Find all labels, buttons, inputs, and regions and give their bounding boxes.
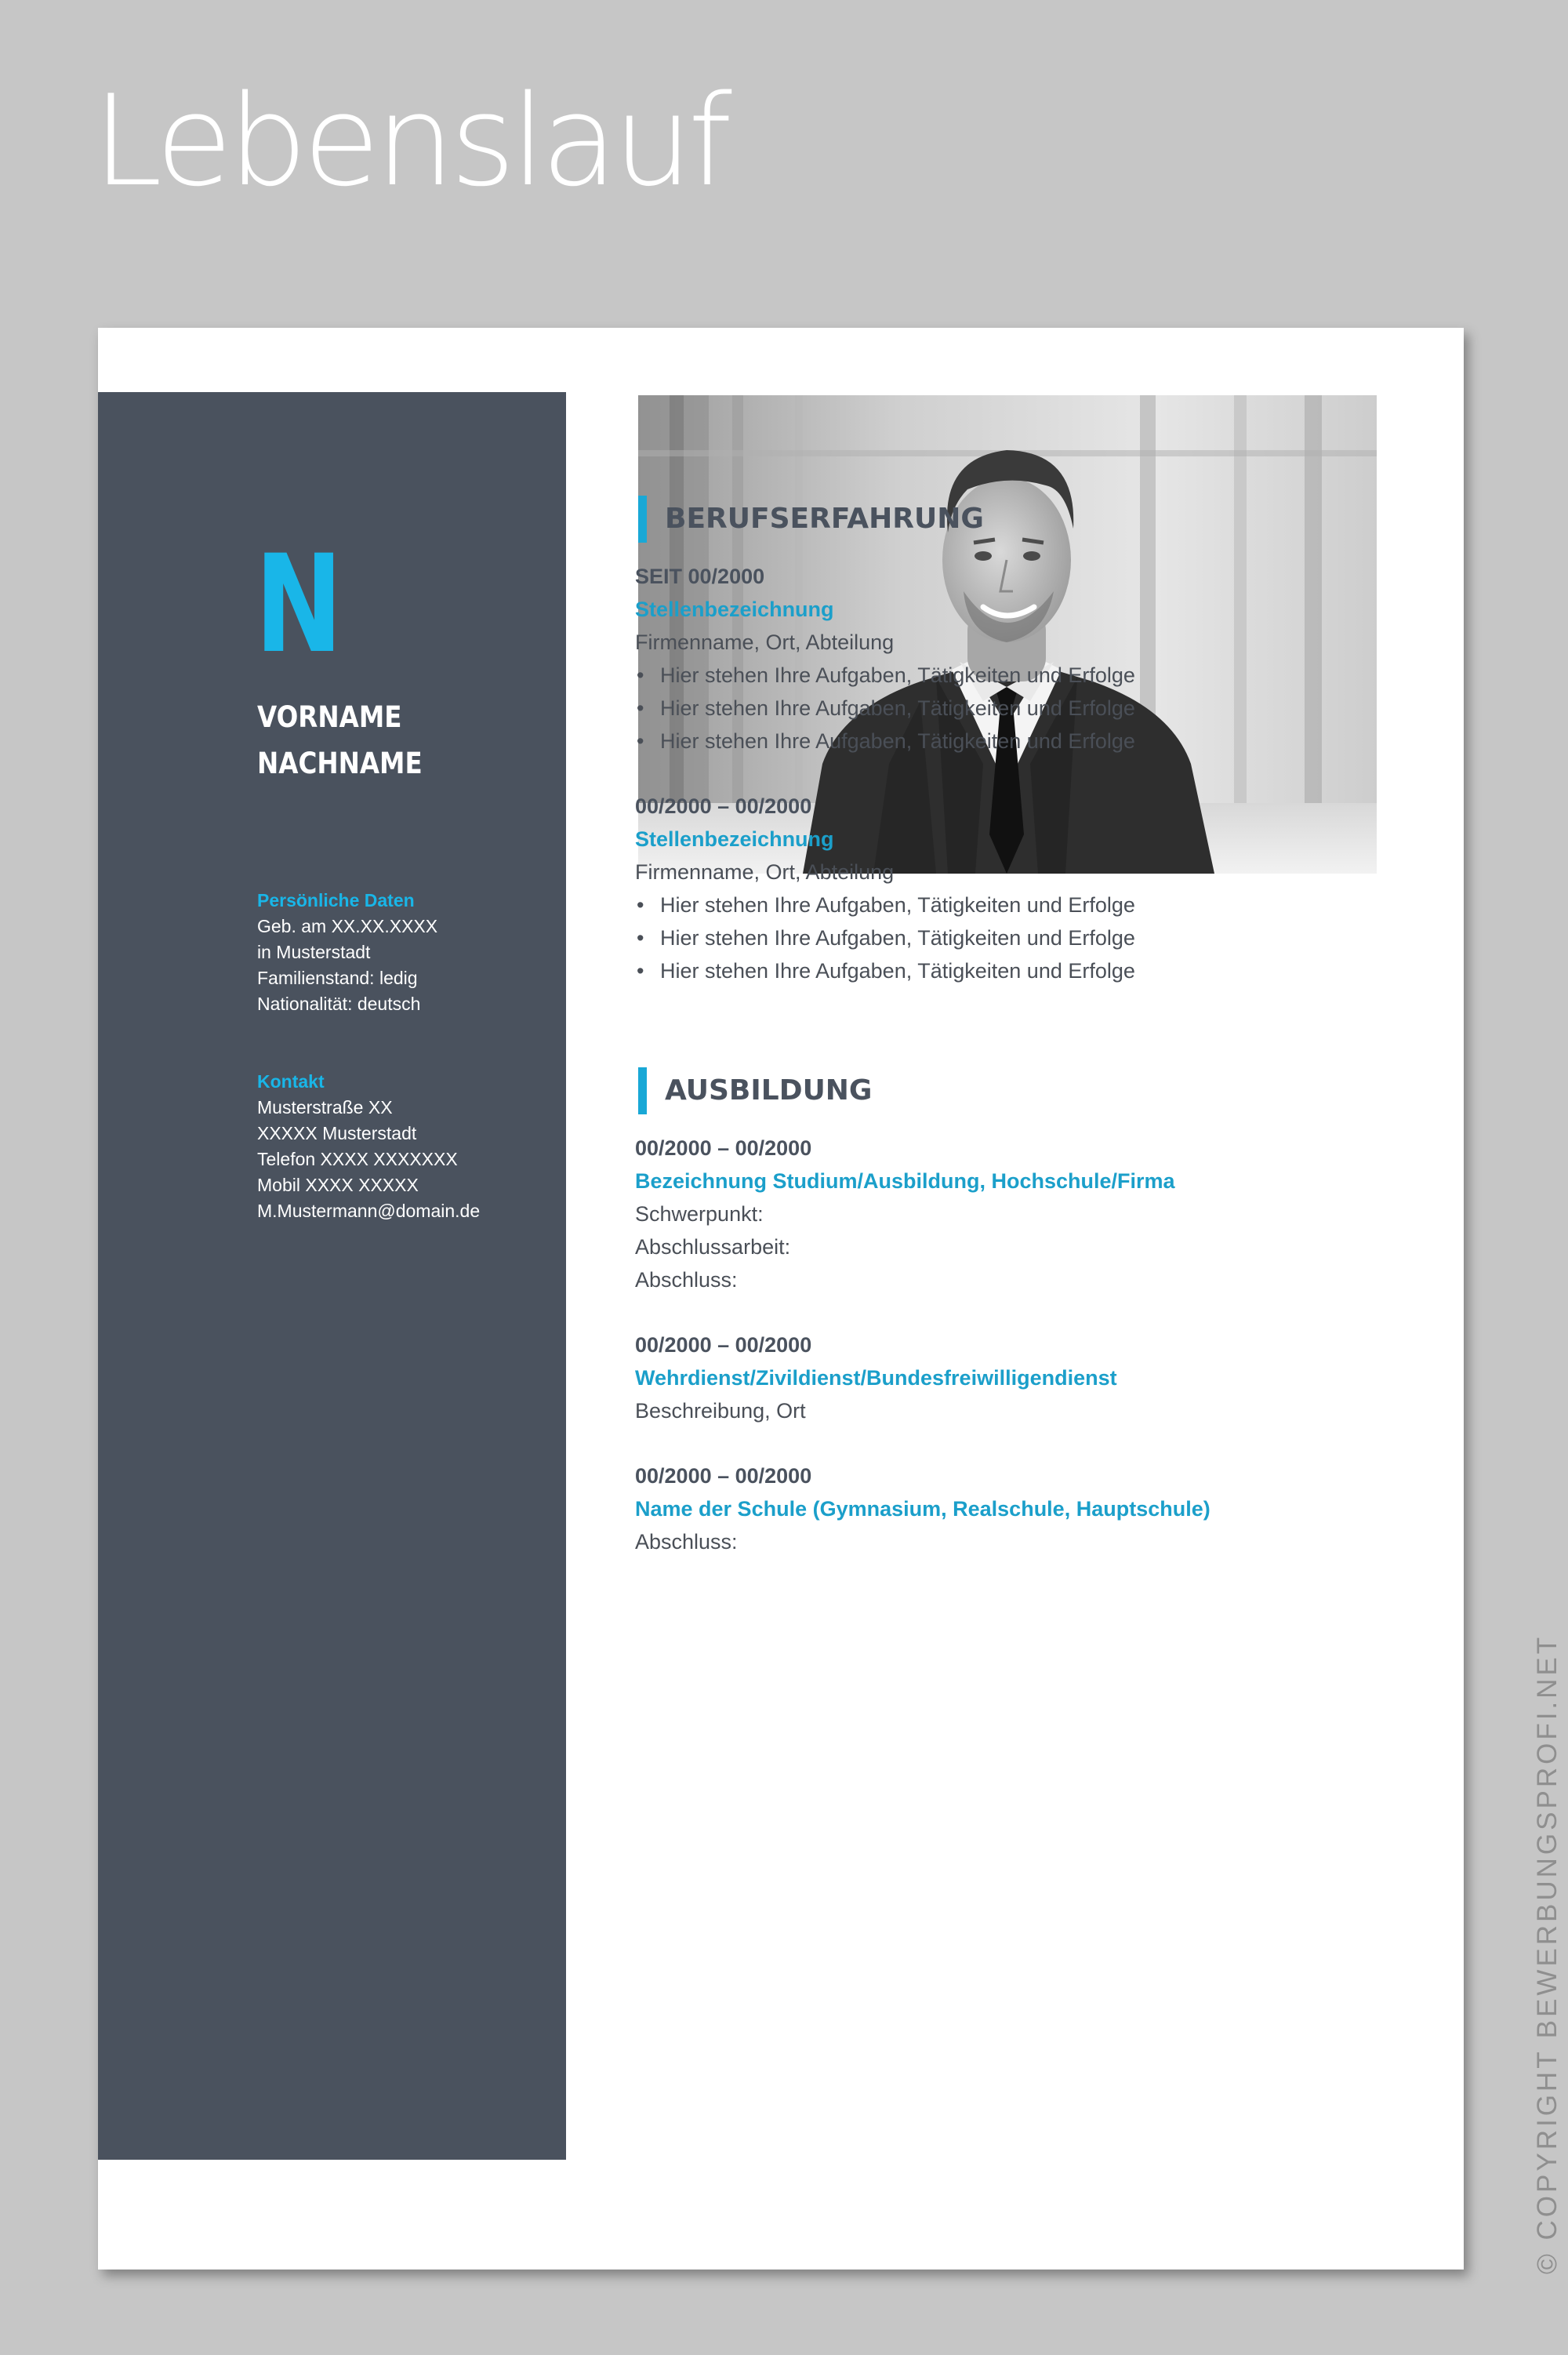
personal-data-line: Familienstand: ledig (257, 968, 418, 988)
entry-date: 00/2000 – 00/2000 (635, 1464, 812, 1488)
page-title: Lebenslauf (93, 67, 728, 214)
contact-heading: Kontakt (257, 1071, 325, 1092)
monogram-logo: N (255, 525, 343, 683)
contact-line: Mobil XXXX XXXXX (257, 1175, 419, 1195)
contact-line: XXXXX Musterstadt (257, 1123, 417, 1143)
experience-entry (635, 560, 1372, 758)
contact-section (257, 1069, 480, 1224)
entry-line: Schwerpunkt: (635, 1202, 764, 1226)
entry-date: 00/2000 – 00/2000 (635, 1333, 812, 1357)
list-item: • Hier stehen Ihre Aufgaben, Tätigkeiten und Erfolge (635, 954, 1372, 987)
entry-role: Name der Schule (Gymnasium, Realschule, Hauptschule) (635, 1497, 1210, 1521)
entry-role: Stellenbezeichnung (635, 827, 834, 851)
entry-date: SEIT 00/2000 (635, 565, 765, 588)
experience-section-title: BERUFSERFAHRUNG (638, 496, 984, 543)
entry-line: Abschluss: (635, 1530, 738, 1554)
list-item: • Hier stehen Ihre Aufgaben, Tätigkeiten und Erfolge (635, 889, 1372, 921)
personal-data-line: Geb. am XX.XX.XXXX (257, 916, 438, 936)
list-item: • Hier stehen Ihre Aufgaben, Tätigkeiten und Erfolge (635, 921, 1372, 954)
personal-data-heading: Persönliche Daten (257, 890, 415, 910)
education-entry (635, 1132, 1372, 1296)
list-item: • Hier stehen Ihre Aufgaben, Tätigkeiten und Erfolge (635, 692, 1372, 725)
sidebar (98, 392, 566, 2160)
entry-bullets (635, 889, 1372, 987)
personal-data-line: Nationalität: deutsch (257, 994, 421, 1014)
entry-role: Stellenbezeichnung (635, 598, 834, 621)
first-name: VORNAME (257, 700, 402, 734)
personal-data-line: in Musterstadt (257, 942, 371, 962)
entry-date: 00/2000 – 00/2000 (635, 1136, 812, 1160)
name-block (257, 694, 445, 787)
contact-line: Telefon XXXX XXXXXXX (257, 1149, 458, 1169)
entry-bullets (635, 659, 1372, 758)
entry-company: Firmenname, Ort, Abteilung (635, 860, 895, 884)
education-entry (635, 1459, 1372, 1558)
education-entry (635, 1328, 1372, 1427)
last-name: NACHNAME (257, 747, 423, 780)
entry-company: Firmenname, Ort, Abteilung (635, 631, 895, 654)
entry-role: Bezeichnung Studium/Ausbildung, Hochschule/Firma (635, 1169, 1175, 1193)
entry-line: Beschreibung, Ort (635, 1399, 806, 1423)
contact-email: M.Mustermann@domain.de (257, 1201, 481, 1221)
entry-line: Abschluss: (635, 1268, 738, 1292)
list-item: • Hier stehen Ihre Aufgaben, Tätigkeiten und Erfolge (635, 725, 1372, 758)
personal-data-section (257, 888, 437, 1017)
entry-date: 00/2000 – 00/2000 (635, 794, 812, 818)
entry-line: Abschlussarbeit: (635, 1235, 791, 1259)
education-section-title: AUSBILDUNG (638, 1067, 872, 1114)
list-item: • Hier stehen Ihre Aufgaben, Tätigkeiten und Erfolge (635, 659, 1372, 692)
experience-entry (635, 790, 1372, 987)
entry-role: Wehrdienst/Zivildienst/Bundesfreiwilligendienst (635, 1366, 1117, 1390)
copyright-notice: © COPYRIGHT BEWERBUNGSPROFI.NET (1532, 1634, 1563, 2274)
contact-line: Musterstraße XX (257, 1097, 393, 1118)
resume-sheet (98, 328, 1464, 2270)
